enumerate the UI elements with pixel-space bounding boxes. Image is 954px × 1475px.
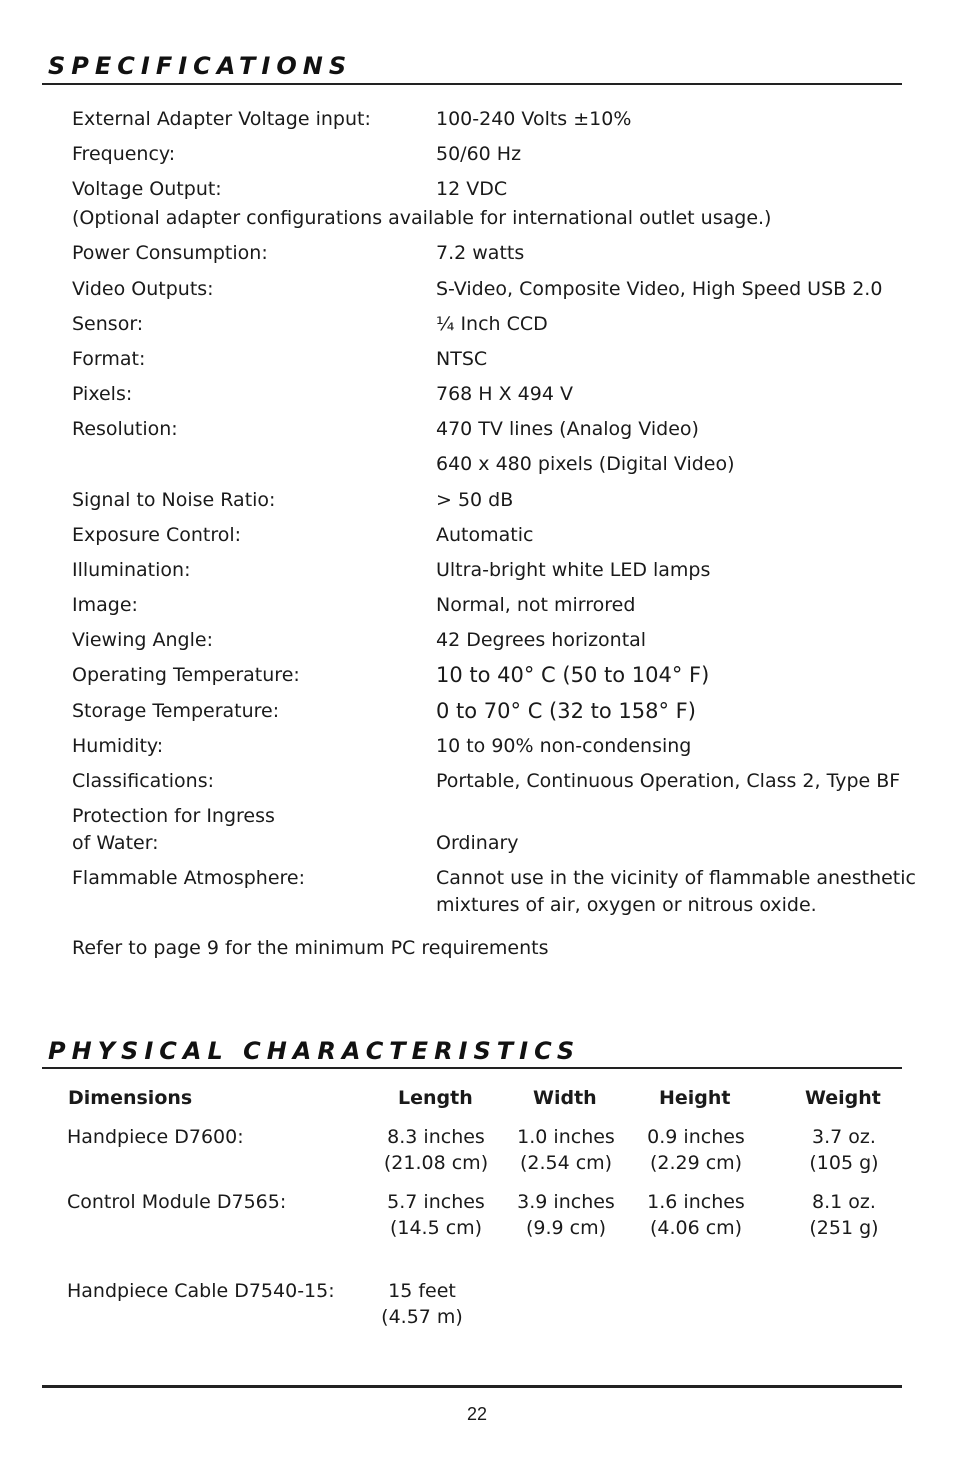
heading-rule (42, 1067, 902, 1069)
spec-label: Illumination: (72, 559, 191, 581)
length-cell (376, 1189, 496, 1241)
spec-label: Image: (72, 594, 138, 616)
spec-value: Normal, not mirrored (436, 594, 636, 616)
spec-label: Classifications: (72, 770, 215, 792)
spec-value: Portable, Continuous Operation, Class 2, Type BF (436, 770, 901, 792)
page-number: 22 (466, 1404, 488, 1424)
length-metric: (21.08 cm) (383, 1152, 489, 1174)
width-imperial: 1.0 inches (517, 1126, 615, 1148)
physical-characteristics-heading: PHYSICAL CHARACTERISTICS (48, 1037, 581, 1065)
spec-value: Automatic (436, 524, 534, 546)
spec-value: 10 to 40° C (50 to 104° F) (436, 663, 710, 687)
weight-metric: (105 g) (809, 1152, 879, 1174)
spec-label: Video Outputs: (72, 278, 214, 300)
length-imperial: 5.7 inches (387, 1191, 485, 1213)
height-cell (640, 1124, 752, 1176)
width-metric: (2.54 cm) (519, 1152, 613, 1174)
spec-value: 12 VDC (436, 178, 508, 200)
item-name: Control Module D7565: (67, 1191, 287, 1213)
spec-label: Resolution: (72, 418, 178, 440)
spec-label: Humidity: (72, 735, 164, 757)
height-imperial: 0.9 inches (647, 1126, 745, 1148)
spec-label: Operating Temperature: (72, 664, 300, 686)
spec-label: of Water: (72, 832, 159, 854)
length-metric: (14.5 cm) (389, 1217, 483, 1239)
spec-value: > 50 dB (436, 489, 514, 511)
spec-value: Cannot use in the vicinity of flammable anesthetic (436, 867, 916, 889)
height-cell (640, 1189, 752, 1241)
weight-cell (798, 1189, 890, 1241)
spec-label: Viewing Angle: (72, 629, 213, 651)
spec-value: Ultra-bright white LED lamps (436, 559, 711, 581)
length-metric: (4.57 m) (381, 1306, 463, 1328)
spec-label: Protection for Ingress (72, 805, 275, 827)
spec-value: 42 Degrees horizontal (436, 629, 647, 651)
spec-value: 10 to 90% non-condensing (436, 735, 692, 757)
spec-value: 7.2 watts (436, 242, 525, 264)
spec-value: NTSC (436, 348, 488, 370)
spec-label: Sensor: (72, 313, 144, 335)
length-imperial: 8.3 inches (387, 1126, 485, 1148)
spec-value: ¼ Inch CCD (436, 313, 548, 335)
spec-value: mixtures of air, oxygen or nitrous oxide. (436, 894, 817, 916)
spec-label: Voltage Output: (72, 178, 222, 200)
width-metric: (9.9 cm) (525, 1217, 607, 1239)
specifications-heading: SPECIFICATIONS (48, 52, 353, 80)
weight-imperial: 8.1 oz. (812, 1191, 876, 1213)
spec-value: 100-240 Volts ±10% (436, 108, 632, 130)
spec-label: Format: (72, 348, 146, 370)
height-metric: (2.29 cm) (649, 1152, 743, 1174)
spec-label: Frequency: (72, 143, 176, 165)
heading-rule (42, 83, 902, 85)
length-cell (376, 1124, 496, 1176)
column-header-weight: Weight (805, 1087, 881, 1109)
spec-value: 50/60 Hz (436, 143, 522, 165)
spec-label: External Adapter Voltage input: (72, 108, 371, 130)
length-cell (372, 1278, 472, 1330)
width-cell (510, 1189, 622, 1241)
column-header-length: Length (398, 1087, 473, 1109)
footer-rule (42, 1385, 902, 1388)
weight-cell (798, 1124, 890, 1176)
column-header-height: Height (659, 1087, 731, 1109)
optional-adapter-note: (Optional adapter configurations available for international outlet usage.) (72, 207, 772, 229)
spec-label: Pixels: (72, 383, 133, 405)
spec-value: 470 TV lines (Analog Video) (436, 418, 699, 440)
spec-value: Ordinary (436, 832, 519, 854)
spec-label: Signal to Noise Ratio: (72, 489, 276, 511)
spec-label: Flammable Atmosphere: (72, 867, 306, 889)
spec-label: Storage Temperature: (72, 700, 280, 722)
spec-value: 640 x 480 pixels (Digital Video) (436, 453, 735, 475)
column-header-dimensions: Dimensions (68, 1087, 193, 1109)
height-metric: (4.06 cm) (649, 1217, 743, 1239)
spec-value: 0 to 70° C (32 to 158° F) (436, 699, 696, 723)
column-header-width: Width (533, 1087, 597, 1109)
spec-label: Exposure Control: (72, 524, 242, 546)
spec-value: 768 H X 494 V (436, 383, 573, 405)
weight-imperial: 3.7 oz. (812, 1126, 876, 1148)
weight-metric: (251 g) (809, 1217, 879, 1239)
length-imperial: 15 feet (388, 1280, 456, 1302)
width-cell (510, 1124, 622, 1176)
width-imperial: 3.9 inches (517, 1191, 615, 1213)
spec-label: Power Consumption: (72, 242, 268, 264)
spec-value: S-Video, Composite Video, High Speed USB 2.0 (436, 278, 883, 300)
height-imperial: 1.6 inches (647, 1191, 745, 1213)
item-name: Handpiece Cable D7540-15: (67, 1280, 335, 1302)
pc-requirements-note: Refer to page 9 for the minimum PC requirements (72, 937, 549, 959)
item-name: Handpiece D7600: (67, 1126, 244, 1148)
